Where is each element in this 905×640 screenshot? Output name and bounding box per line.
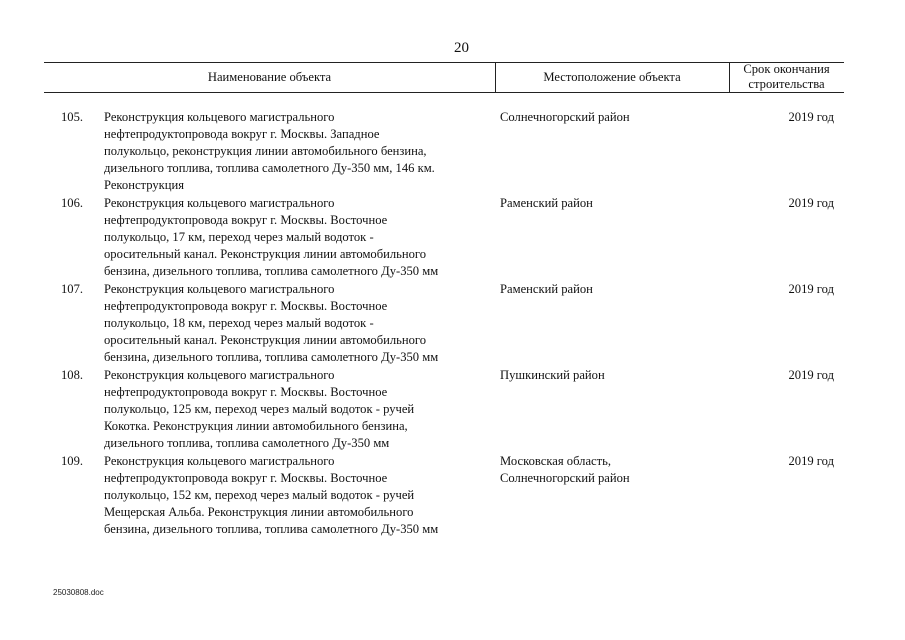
page-number: 20 xyxy=(454,40,469,56)
row-number: 109. xyxy=(61,454,84,468)
completion-term: 2019 год xyxy=(788,454,834,468)
column-header-term: Срок окончания строительства xyxy=(743,62,830,91)
column-header-location: Местоположение объекта xyxy=(543,70,681,84)
table-row xyxy=(0,195,905,281)
object-name: Реконструкция кольцевого магистрального нефтепродуктопровода вокруг г. Москвы. Восточное полукольцо, 18 км, переход через малый водоток - оросительный канал. Реконструкция линии автомобильного бензина, дизельного топлива, топлива самолетного Ду-350 мм xyxy=(104,282,439,364)
object-location: Пушкинский район xyxy=(500,368,605,382)
table-body xyxy=(0,109,905,539)
table-row xyxy=(0,367,905,453)
table-row xyxy=(0,281,905,367)
object-location: Раменский район xyxy=(500,282,593,296)
table-header-top-rule xyxy=(44,62,844,63)
table-row xyxy=(0,109,905,195)
completion-term: 2019 год xyxy=(788,282,834,296)
object-name: Реконструкция кольцевого магистрального нефтепродуктопровода вокруг г. Москвы. Восточное полукольцо, 152 км, переход через малый водоток - ручей Мещерская Альба. Реконструкция линии автомобильного бензина, дизельного топлива, топлива самолетного Ду-350 мм xyxy=(104,454,439,536)
row-number: 108. xyxy=(61,368,84,382)
object-location: Раменский район xyxy=(500,196,593,210)
object-location: Московская область, Солнечногорский район xyxy=(500,454,630,485)
completion-term: 2019 год xyxy=(788,368,834,382)
completion-term: 2019 год xyxy=(788,196,834,210)
row-number: 107. xyxy=(61,282,84,296)
object-name: Реконструкция кольцевого магистрального нефтепродуктопровода вокруг г. Москвы. Восточное полукольцо, 125 км, переход через малый водоток - ручей Кокотка. Реконструкция линии автомобильного бензина, дизельного топлива, топлива самолетного Ду-350 мм xyxy=(104,368,415,450)
object-name: Реконструкция кольцевого магистрального нефтепродуктопровода вокруг г. Москвы. Восточное полукольцо, 17 км, переход через малый водоток - оросительный канал. Реконструкция линии автомобильного бензина, дизельного топлива, топлива самолетного Ду-350 мм xyxy=(104,196,439,278)
object-location: Солнечногорский район xyxy=(500,110,630,124)
document-filename: 25030808.doc xyxy=(53,588,104,597)
completion-term: 2019 год xyxy=(788,110,834,124)
row-number: 105. xyxy=(61,110,84,124)
table-row xyxy=(0,453,905,539)
object-name: Реконструкция кольцевого магистрального нефтепродуктопровода вокруг г. Москвы. Западное полукольцо, реконструкция линии автомобильного бензина, дизельного топлива, топлива самолетного Ду-350 мм, 146 км. Реконструкция xyxy=(104,110,435,192)
column-header-name: Наименование объекта xyxy=(207,70,332,84)
table-header-bottom-rule xyxy=(44,92,844,93)
row-number: 106. xyxy=(61,196,84,210)
